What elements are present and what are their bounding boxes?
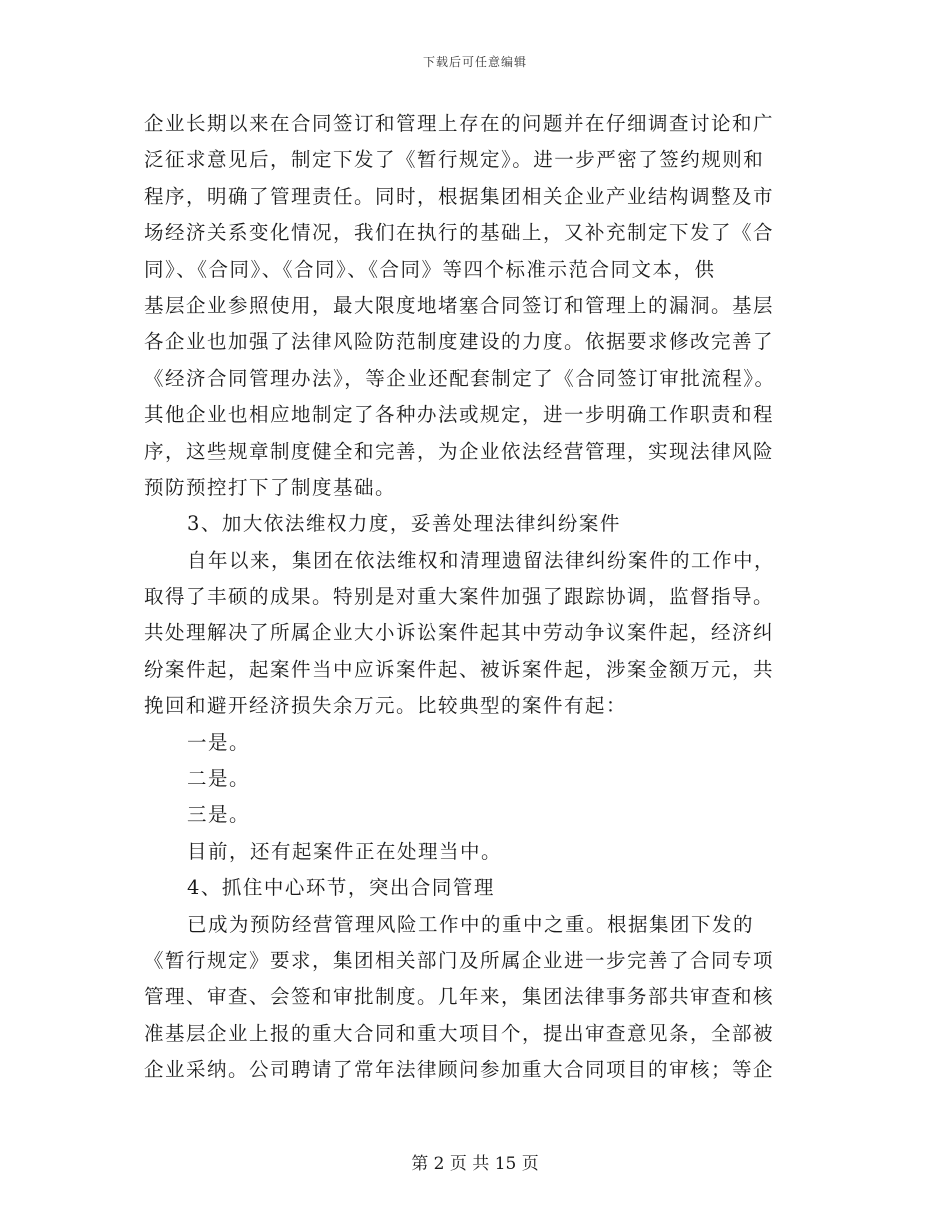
text-line: 准基层企业上报的重大合同和重大项目个，提出审查意见条，全部被 (144, 1021, 775, 1045)
text-line: 各企业也加强了法律风险防范制度建设的力度。依据要求修改完善了 (144, 330, 775, 354)
text-line: 挽回和避开经济损失余万元。比较典型的案件有起： (144, 694, 628, 718)
text-line: 已成为预防经营管理风险工作中的重中之重。根据集团下发的 (187, 912, 755, 936)
text-line: 二是。 (187, 767, 251, 791)
text-line: 《暂行规定》要求，集团相关部门及所属企业进一步完善了合同专项 (144, 948, 775, 972)
text-line: 管理、审查、会签和审批制度。几年来，集团法律事务部共审查和核 (144, 985, 775, 1009)
text-line: 其他企业也相应地制定了各种办法或规定，进一步明确工作职责和程 (144, 403, 775, 427)
page-header: 下载后可任意编辑 (422, 55, 527, 69)
text-line: 一是。 (187, 730, 251, 754)
text-line: 目前，还有起案件正在处理当中。 (187, 839, 503, 863)
text-line: 共处理解决了所属企业大小诉讼案件起其中劳动争议案件起，经济纠 (144, 621, 775, 645)
text-line: 企业采纳。公司聘请了常年法律顾问参加重大合同项目的审核；等企 (144, 1058, 775, 1082)
document-body (144, 106, 808, 1089)
text-line: 基层企业参照使用，最大限度地堵塞合同签订和管理上的漏洞。基层 (144, 293, 775, 317)
text-line: 同》、《合同》、《合同》、《合同》等四个标准示范合同文本，供 (144, 257, 716, 281)
text-line: 纷案件起，起案件当中应诉案件起、被诉案件起，涉案金额万元，共 (144, 657, 775, 681)
text-line: 自年以来，集团在依法维权和清理遗留法律纠纷案件的工作中， (187, 548, 776, 572)
text-line: 《经济合同管理办法》，等企业还配套制定了《合同签订审批流程》。 (144, 366, 776, 390)
page-footer: 第 2 页 共 15 页 (411, 1154, 539, 1174)
text-line: 泛征求意见后，制定下发了《暂行规定》。进一步严密了签约规则和 (144, 148, 765, 172)
text-line: 预防预控打下了制度基础。 (144, 475, 397, 499)
text-line: 场经济关系变化情况，我们在执行的基础上，又补充制定下发了《合 (144, 221, 775, 245)
text-line: 取得了丰硕的成果。特别是对重大案件加强了跟踪协调，监督指导。 (144, 585, 775, 609)
text-line: 三是。 (187, 803, 251, 827)
text-line: 序，这些规章制度健全和完善，为企业依法经营管理，实现法律风险 (144, 439, 775, 463)
text-line: 企业长期以来在合同签订和管理上存在的问题并在仔细调查讨论和广 (144, 112, 775, 135)
text-line: 程序，明确了管理责任。同时，根据集团相关企业产业结构调整及市 (144, 184, 775, 208)
text-line: 3、加大依法维权力度，妥善处理法律纠纷案件 (187, 512, 621, 536)
text-line: 4、抓住中心环节，突出合同管理 (187, 876, 495, 900)
